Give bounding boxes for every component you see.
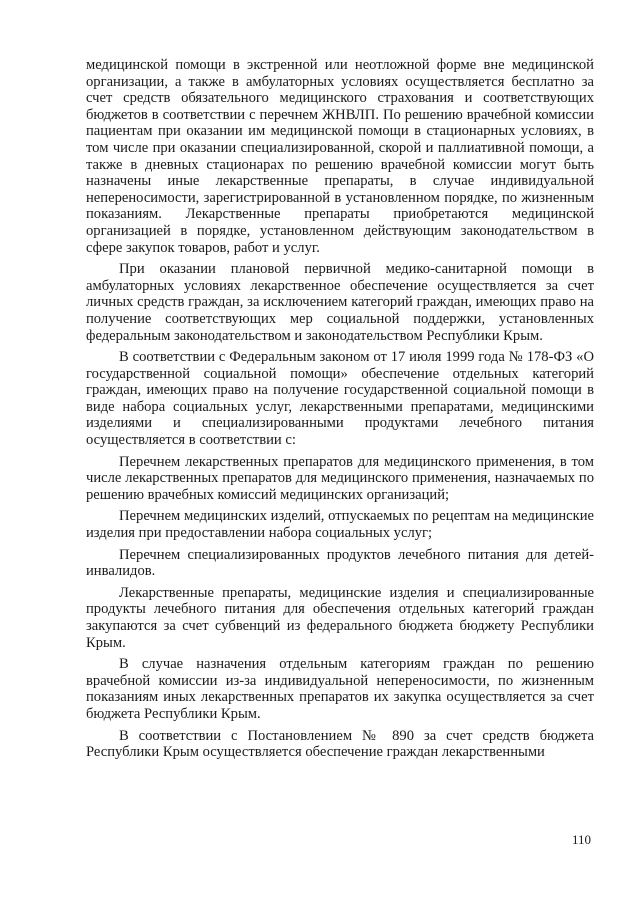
paragraph-5: Перечнем медицинских изделий, отпускаемых по рецептам на медицинские изделия при предоставлении набора социальных услуг; [86, 508, 594, 542]
paragraph-3: В соответствии с Федеральным законом от 17 июля 1999 года № 178-ФЗ «О государственной социальной помощи» обеспечение отдельных категорий граждан, имеющих право на получение государственной социальной помощи в виде набора социальных услуг, лекарственными препаратами, медицинскими изделиями и специализированными продуктами лечебного питания осуществляется в соответствии с: [86, 349, 594, 449]
paragraph-7: Лекарственные препараты, медицинские изделия и специализированные продукты лечебного питания для обеспечения отдельных категорий граждан закупаются за счет субвенций из федерального бюджета бюджету Республики Крым. [86, 584, 594, 651]
paragraph-2: При оказании плановой первичной медико-санитарной помощи в амбулаторных условиях лекарственное обеспечение осуществляется за счет личных средств граждан, за исключением категорий граждан, имеющих право на получение соответствующих мер социальной поддержки, установленных федеральным законодательством и законодательством Республики Крым. [86, 261, 594, 344]
paragraph-1: медицинской помощи в экстренной или неотложной форме вне медицинской организации, а также в амбулаторных условиях осуществляется бесплатно за счет средств обязательного медицинского страхования и соответствующих бюджетов в соответствии с перечнем ЖНВЛП. По решению врачебной комиссии пациентам при оказании им медицинской помощи в стационарных условиях, в том числе при оказании специализированной, скорой и паллиативной помощи, а также в дневных стационарах по решению врачебной комиссии могут быть назначены иные лекарственные препараты, в случае индивидуальной непереносимости, зарегистрированной в установленном порядке, по жизненным показаниям. Лекарственные препараты приобретаются медицинской организацией в порядке, установленном действующим законодательством в сфере закупок товаров, работ и услуг. [86, 57, 594, 256]
paragraph-8: В случае назначения отдельным категориям граждан по решению врачебной комиссии из-за индивидуальной непереносимости, по жизненным показаниям иных лекарственных препаратов их закупка осуществляется за счет бюджета Республики Крым. [86, 656, 594, 722]
document-body [86, 57, 594, 766]
paragraph-6: Перечнем специализированных продуктов лечебного питания для детей-инвалидов. [86, 546, 594, 580]
paragraph-9: В соответствии с Постановлением № 890 за счет средств бюджета Республики Крым осуществляется обеспечение граждан лекарственными [86, 727, 594, 761]
page-number: 110 [572, 832, 592, 847]
paragraph-4: Перечнем лекарственных препаратов для медицинского применения, в том числе лекарственных препаратов для медицинского применения, назначаемых по решению врачебных комиссий медицинских организаций; [86, 453, 594, 503]
